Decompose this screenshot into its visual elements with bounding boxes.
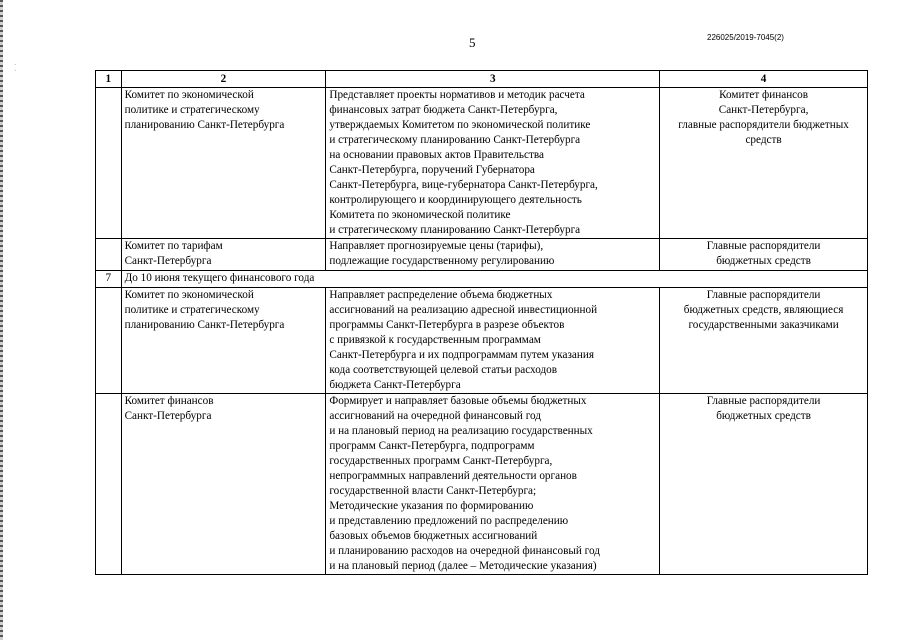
text-line: ассигнований на реализацию адресной инвестиционной <box>329 304 598 316</box>
text-line: государственных программ Санкт-Петербурга, <box>329 455 553 467</box>
text-line: бюджетных средств <box>716 410 811 422</box>
page-number: 5 <box>469 35 476 50</box>
text-line: Санкт-Петербурга, поручений Губернатора <box>329 164 535 176</box>
text-line: Главные распорядители <box>706 240 821 252</box>
budget-schedule-table <box>95 70 868 575</box>
recipient-cell <box>660 88 868 239</box>
row-number-cell: 7 <box>96 271 122 288</box>
row-number-cell <box>96 239 122 271</box>
text-line: с привязкой к государственным программам <box>329 334 541 346</box>
text-line: и на плановый период (далее – Методические указания) <box>329 560 597 572</box>
text-line: Формирует и направляет базовые объемы бюджетных <box>329 395 587 407</box>
action-cell <box>326 239 660 271</box>
text-line: бюджета Санкт-Петербурга <box>329 379 461 391</box>
text-line: Комитет по экономической <box>124 289 254 301</box>
text-line: Комитет по тарифам <box>124 240 223 252</box>
text-line: базовых объемов бюджетных ассигнований <box>329 530 538 542</box>
text-line: и представлению предложений по распределению <box>329 515 569 527</box>
column-header-1: 1 <box>96 71 122 88</box>
text-line: Методические указания по формированию <box>329 500 534 512</box>
action-cell <box>326 394 660 575</box>
recipient-cell <box>660 239 868 271</box>
table-row <box>96 394 868 575</box>
text-line: финансовых затрат бюджета Санкт-Петербурга, <box>329 104 558 116</box>
text-line: на основании правовых актов Правительства <box>329 149 544 161</box>
text-line: Представляет проекты нормативов и методик расчета <box>329 89 585 101</box>
text-line: Санкт-Петербурга, <box>718 104 809 116</box>
action-cell <box>326 88 660 239</box>
table-row <box>96 239 868 271</box>
section-title-cell: До 10 июня текущего финансового года <box>121 271 867 288</box>
responsible-cell <box>121 394 326 575</box>
text-line: государственной власти Санкт-Петербурга; <box>329 485 537 497</box>
table-header-row <box>96 71 868 88</box>
recipient-cell <box>660 394 868 575</box>
text-line: Направляет прогнозируемые цены (тарифы), <box>329 240 544 252</box>
text-line: Главные распорядители <box>706 289 821 301</box>
text-line: программы Санкт-Петербурга в разрезе объектов <box>329 319 565 331</box>
text-line: подлежащие государственному регулированию <box>329 255 555 267</box>
text-line: Санкт-Петербурга <box>124 410 212 422</box>
text-line: планированию Санкт-Петербурга <box>124 319 285 331</box>
responsible-cell <box>121 288 326 394</box>
text-line: и на плановый период на реализацию государственных <box>329 425 593 437</box>
section-row <box>96 271 868 288</box>
text-line: Комитет финансов <box>124 395 214 407</box>
scan-edge-artifact <box>0 0 3 640</box>
text-line: утверждаемых Комитетом по экономической политике <box>329 119 591 131</box>
text-line: кода соответствующей целевой статьи расходов <box>329 364 558 376</box>
responsible-cell <box>121 88 326 239</box>
text-line: Санкт-Петербурга, вице-губернатора Санкт-Петербурга, <box>329 179 598 191</box>
column-header-4: 4 <box>660 71 868 88</box>
text-line: бюджетных средств, являющиеся <box>683 304 844 316</box>
column-header-3: 3 <box>326 71 660 88</box>
scan-mark-artifact: · · <box>14 61 17 75</box>
text-line: и стратегическому планированию Санкт-Петербурга <box>329 224 581 236</box>
text-line: Главные распорядители <box>706 395 821 407</box>
action-cell <box>326 288 660 394</box>
row-number-cell <box>96 394 122 575</box>
text-line: ассигнований на очередной финансовый год <box>329 410 541 422</box>
recipient-cell <box>660 288 868 394</box>
responsible-cell <box>121 239 326 271</box>
text-line: Комитет финансов <box>719 89 809 101</box>
text-line: непрограммных направлений деятельности органов <box>329 470 577 482</box>
text-line: политике и стратегическому <box>124 304 260 316</box>
text-line: программ Санкт-Петербурга, подпрограмм <box>329 440 535 452</box>
text-line: бюджетных средств <box>716 255 811 267</box>
row-number-cell <box>96 88 122 239</box>
text-line: планированию Санкт-Петербурга <box>124 119 285 131</box>
text-line: государственными заказчиками <box>688 319 839 331</box>
text-line: главные распорядители бюджетных <box>678 119 849 131</box>
text-line: контролирующего и координирующего деятельность <box>329 194 582 206</box>
text-line: Санкт-Петербурга и их подпрограммам путем указания <box>329 349 594 361</box>
text-line: и планированию расходов на очередной финансовый год <box>329 545 600 557</box>
text-line: Комитета по экономической политике <box>329 209 511 221</box>
document-id: 226025/2019-7045(2) <box>707 33 784 42</box>
column-header-2: 2 <box>121 71 326 88</box>
row-number-cell <box>96 288 122 394</box>
table-row <box>96 288 868 394</box>
text-line: Комитет по экономической <box>124 89 254 101</box>
text-line: и стратегическому планированию Санкт-Петербурга <box>329 134 581 146</box>
text-line: средств <box>745 134 782 146</box>
text-line: Направляет распределение объема бюджетных <box>329 289 553 301</box>
text-line: политике и стратегическому <box>124 104 260 116</box>
table-row <box>96 88 868 239</box>
text-line: Санкт-Петербурга <box>124 255 212 267</box>
